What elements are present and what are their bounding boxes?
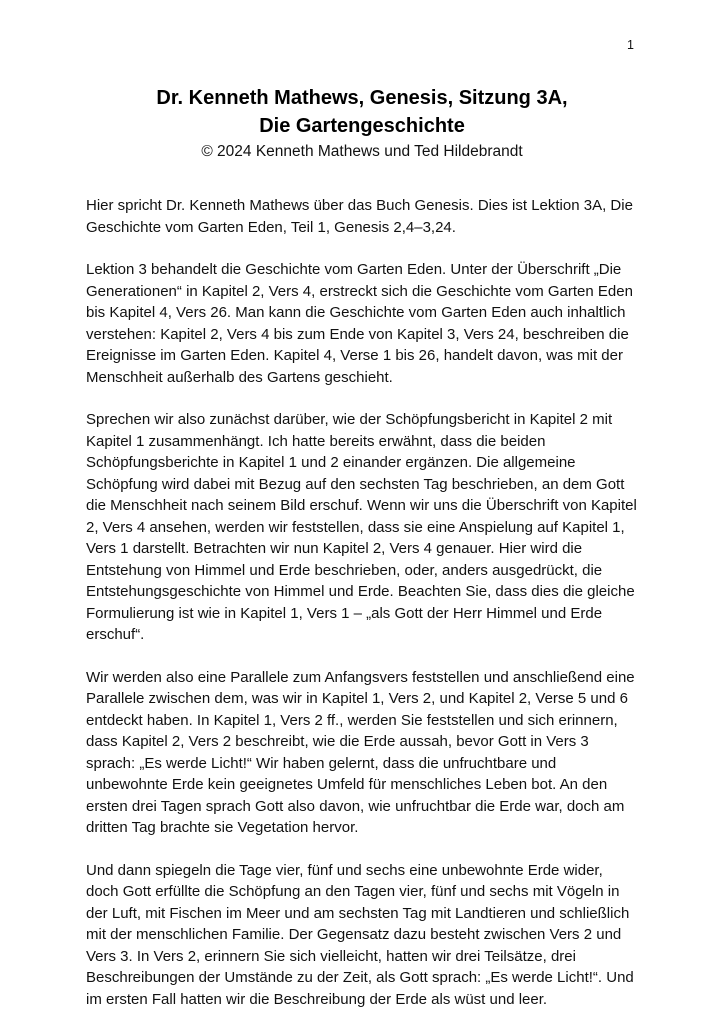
title-line-1: Dr. Kenneth Mathews, Genesis, Sitzung 3A, xyxy=(156,87,568,109)
paragraph-4: Wir werden also eine Parallele zum Anfangsvers feststellen und anschließend eine Parallele zwischen dem, was wir in Kapitel 1, Vers 2, und Kapitel 2, Verse 5 und 6 entdeckt haben. In Kapitel 1, Vers 2 ff., werden Sie feststellen und sich erinnern, dass Kapitel 2, Vers 2 beschreibt, wie die Erde aussah, bevor Gott in Vers 3 sprach: „Es werde Licht!“ Wir haben gelernt, dass die unfruchtbare und unbewohnte Erde kein geeignetes Umfeld für menschliches Leben bot. An den ersten drei Tagen sprach Gott also davon, wie unfruchtbar die Erde war, doch am dritten Tag brachte sie Vegetation hervor. xyxy=(86,668,635,836)
document-body xyxy=(86,195,638,1010)
paragraph-2: Lektion 3 behandelt die Geschichte vom Garten Eden. Unter der Überschrift „Die Generationen“ in Kapitel 2, Vers 4, erstreckt sich die Geschichte vom Garten Eden bis Kapitel 4, Vers 26. Man kann die Geschichte vom Garten Eden auch inhaltlich verstehen: Kapitel 2, Vers 4 bis zum Ende von Kapitel 3, Vers 24, beschreiben die Ereignisse im Garten Eden. Kapitel 4, Verse 1 bis 26, handelt davon, was mit der Menschheit außerhalb des Gartens geschieht. xyxy=(86,261,633,386)
paragraph-1: Hier spricht Dr. Kenneth Mathews über das Buch Genesis. Dies ist Lektion 3A, Die Geschichte vom Garten Eden, Teil 1, Genesis 2,4–3,24. xyxy=(86,197,633,236)
copyright-line: © 2024 Kenneth Mathews und Ted Hildebrandt xyxy=(201,143,523,160)
page-number: 1 xyxy=(627,38,634,52)
paragraph-3: Sprechen wir also zunächst darüber, wie der Schöpfungsbericht in Kapitel 2 mit Kapitel 1 zusammenhängt. Ich hatte bereits erwähnt, dass die beiden Schöpfungsberichte in Kapitel 1 und 2 einander ergänzen. Die allgemeine Schöpfung wird dabei mit Bezug auf den sechsten Tag beschrieben, an dem Gott die Menschheit nach seinem Bild erschuf. Wenn wir uns die Überschrift von Kapitel 2, Vers 4 ansehen, werden wir feststellen, dass sie eine Anspielung auf Kapitel 1, Vers 1 darstellt. Betrachten wir nun Kapitel 2, Vers 4 genauer. Hier wird die Entstehung von Himmel und Erde beschrieben, oder, anders ausgedrückt, die Entstehungsgeschichte von Himmel und Erde. Beachten Sie, dass dies die gleiche Formulierung ist wie in Kapitel 1, Vers 1 – „als Gott der Herr Himmel und Erde erschuf“. xyxy=(86,411,637,643)
paragraph-5: Und dann spiegeln die Tage vier, fünf und sechs eine unbewohnte Erde wider, doch Gott erfüllte die Schöpfung an den Tagen vier, fünf und sechs mit Vögeln in der Luft, mit Fischen im Meer und am sechsten Tag mit Landtieren und schließlich mit der menschlichen Familie. Der Gegensatz dazu besteht zwischen Vers 2 und Vers 3. In Vers 2, erinnern Sie sich vielleicht, hatten wir drei Teilsätze, drei Beschreibungen der Umstände zu der Zeit, als Gott sprach: „Es werde Licht!“. Und im ersten Fall hatten wir die Beschreibung der Erde als wüst und leer. xyxy=(86,861,634,1008)
document-title xyxy=(86,84,638,140)
title-line-2: Die Gartengeschichte xyxy=(259,115,465,137)
